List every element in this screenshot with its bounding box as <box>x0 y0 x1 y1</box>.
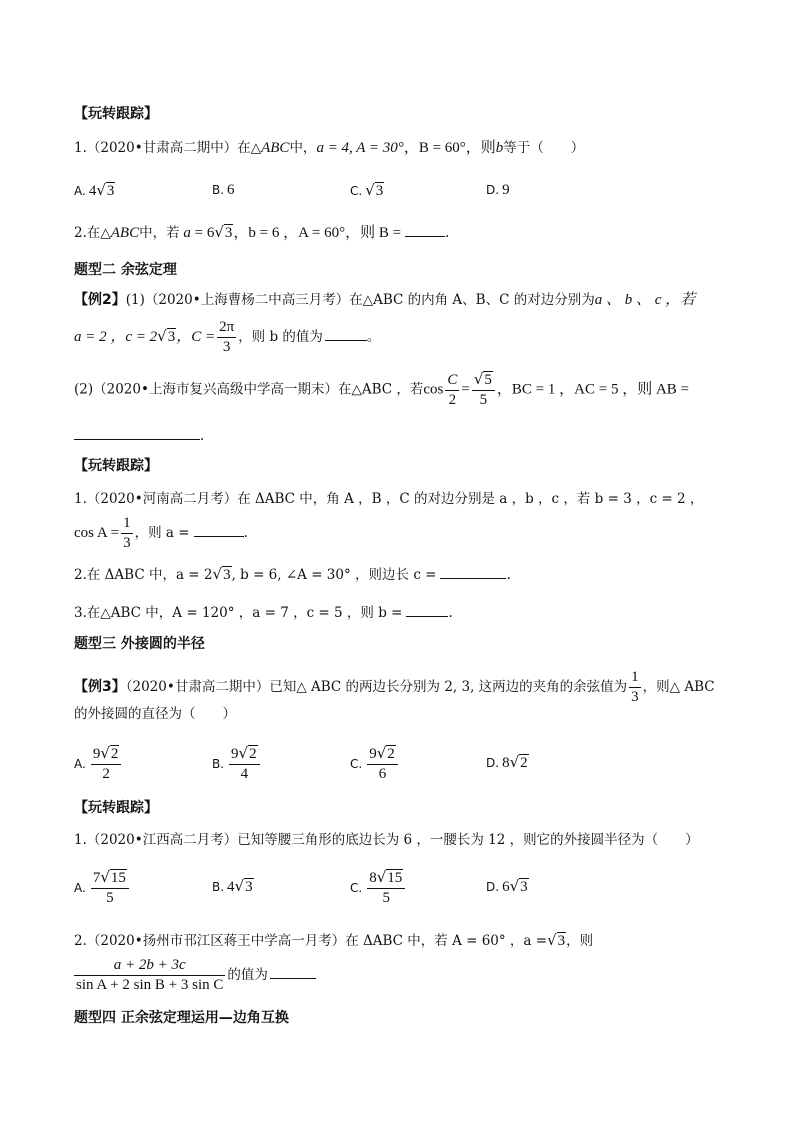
example-2-part-1-line-2: a = 2 ，c = 2√3，C = $\frac{2\pi}{3}$ ，则 b 的值为 。 <box>74 319 381 355</box>
example-3-line-2: 的外接圆的直径为（ ） <box>74 706 236 722</box>
section-heading-track-3: 【玩转跟踪】 <box>74 800 158 816</box>
example-2-part-2-line-1: (2)（2020•上海市复兴高级中学高一期末）在△ABC ，若cos $\frac{C}{2}$ = $\frac{√5}{5}$ ，BC = 1 ，AC = 5 ，则 AB = <box>74 370 689 408</box>
section-heading-track-2: 【玩转跟踪】 <box>74 458 158 474</box>
section-heading-type-4: 题型四 正余弦定理运用—边角互换 <box>74 1010 289 1026</box>
example-3-option-c: C. $\frac{9√2}{6}$ <box>350 744 400 784</box>
section-heading-type-2: 题型二 余弦定理 <box>74 262 177 278</box>
example-2-part-1-line-1: 【例2】(1)（2020•上海曹杨二中高三月考）在△ABC 的内角 A、B、C 的对边分别为a 、 b 、 c ，若 <box>74 292 696 308</box>
track3-question-1: 1.（2020•江西高二月考）已知等腰三角形的底边长为 6 ，一腰长为 12 ，则它的外接圆半径为（ ） <box>74 832 699 848</box>
track2-question-1-line-2: cos A = $\frac{1}{3}$ ，则 a = . <box>74 515 248 551</box>
track3-q1-option-a: A. $\frac{7√15}{5}$ <box>74 868 131 908</box>
answer-blank <box>270 964 316 979</box>
example-3-option-d: D. 8√2 <box>486 753 528 771</box>
answer-blank <box>440 564 506 579</box>
track3-q1-option-d: D. 6√3 <box>486 877 528 895</box>
answer-blank <box>405 222 445 237</box>
answer-blank <box>74 425 200 440</box>
track1-q1-option-c: C. √3 <box>350 181 384 199</box>
track1-q1-option-a: A. 4√3 <box>74 181 115 199</box>
fraction-2pi-over-3: $\frac{2\pi}{3}$ <box>219 319 235 355</box>
example-3-option-a: A. $\frac{9√2}{2}$ <box>74 744 123 784</box>
answer-blank <box>406 602 448 617</box>
track2-question-2: 2.在 ΔABC 中，a = 2√3, b = 6, ∠A = 30° ，则边长 c = . <box>74 565 511 583</box>
track2-question-1-line-1: 1.（2020•河南高二月考）在 ΔABC 中，角 A ，B ，C 的对边分别是 a ，b ，c ，若 b = 3 ，c = 2 ， <box>74 491 704 507</box>
track3-q1-option-b: B. 4√3 <box>212 877 253 895</box>
section-heading-track-1: 【玩转跟踪】 <box>74 106 158 122</box>
track1-q1-option-d: D. 9 <box>486 182 510 198</box>
track3-question-2-line-1: 2.（2020•扬州市邗江区蒋王中学高一月考）在 ΔABC 中，若 A = 60° ，a =√3，则 <box>74 931 594 949</box>
answer-blank <box>325 326 367 341</box>
track1-question-2: 2.在△ABC中，若 a = 6√3，b = 6 ，A = 60°，则 B = . <box>74 223 450 241</box>
track3-q1-option-c: C. $\frac{8√15}{5}$ <box>350 868 407 908</box>
track1-q1-option-b: B. 6 <box>212 182 235 198</box>
example-2-part-2-line-2: . <box>74 425 204 446</box>
track1-question-1: 1.（2020•甘肃高二期中）在△ABC中，a = 4, A = 30°，B = 60°，则b等于（ ） <box>74 140 585 156</box>
track2-question-3: 3.在△ABC 中，A = 120° ，a = 7 ，c = 5 ，则 b = . <box>74 602 453 623</box>
track3-question-2-line-2: $\frac{a + 2b + 3c}{\text{sin A + 2 sin B + 3 sin C}}$ 的值为 <box>74 956 316 995</box>
example-3-line-1: 【例3】（2020•甘肃高二期中）已知△ ABC 的两边长分别为 2, 3, 这两边的夹角的余弦值为 $\frac{1}{3}$ ，则△ ABC <box>74 669 715 705</box>
answer-blank <box>194 522 244 537</box>
example-3-option-b: B. $\frac{9√2}{4}$ <box>212 744 262 784</box>
section-heading-type-3: 题型三 外接圆的半径 <box>74 636 205 652</box>
